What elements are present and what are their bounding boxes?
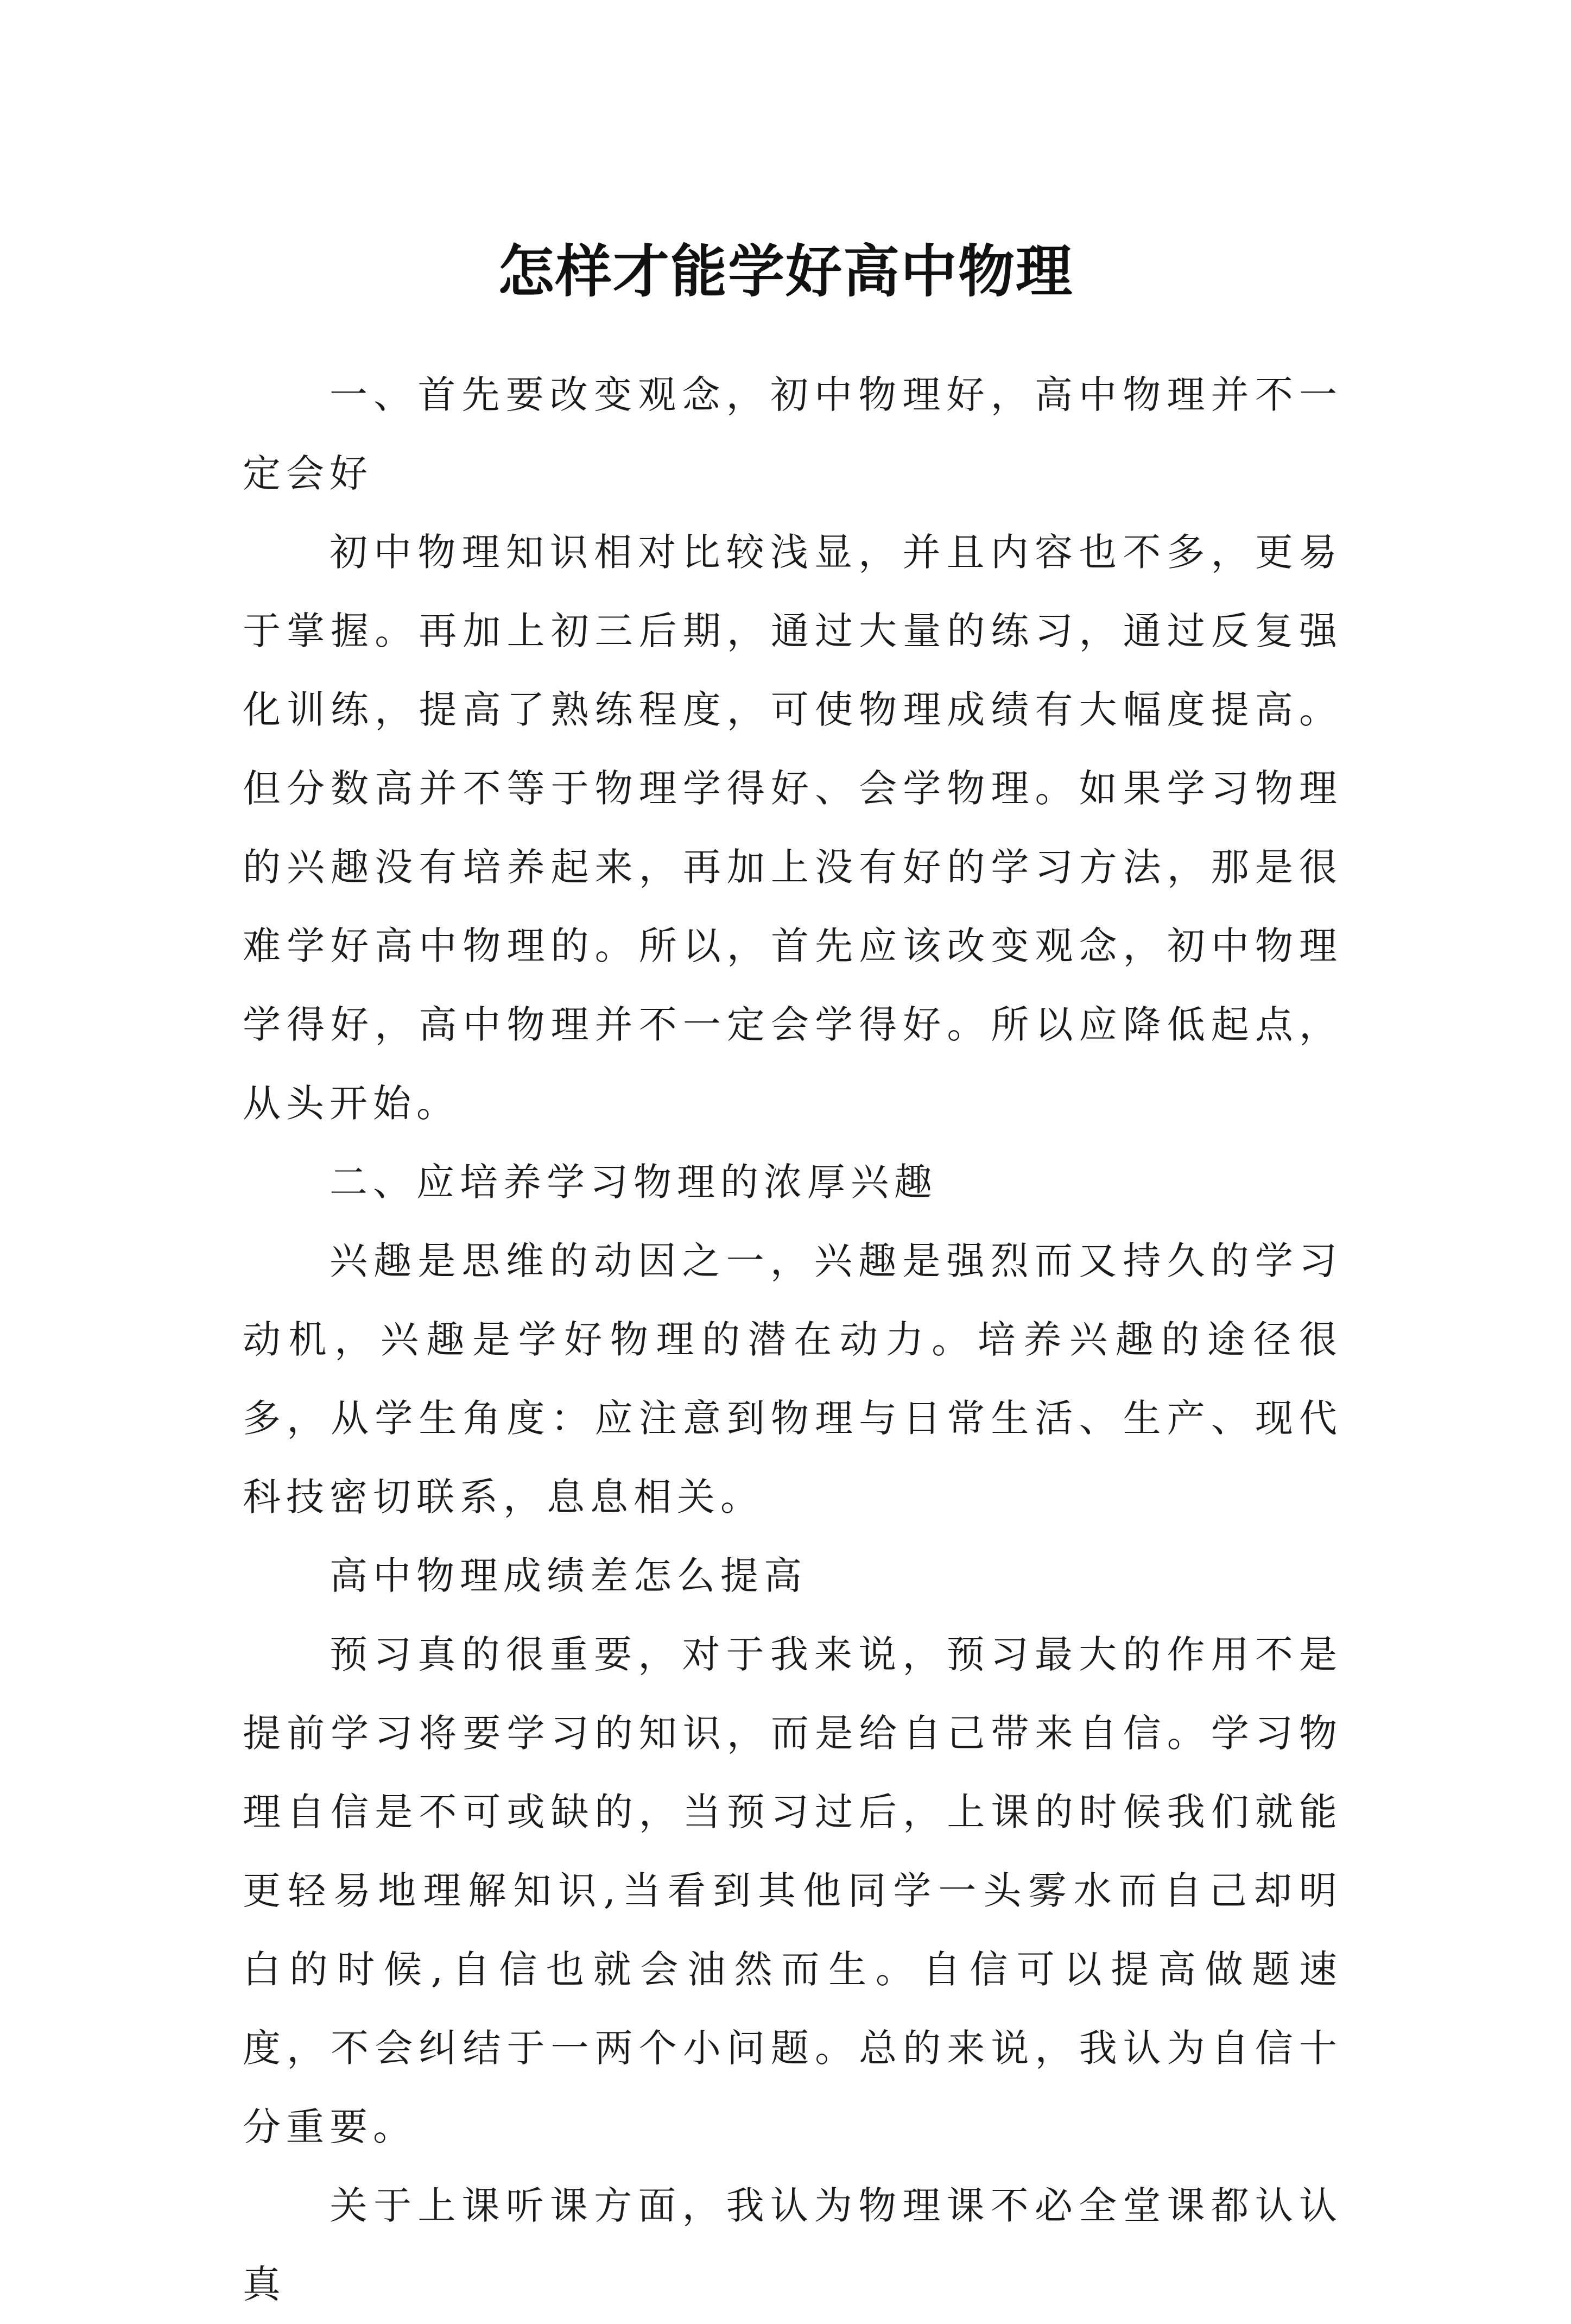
page-title: 怎样才能学好高中物理 bbox=[497, 237, 1073, 305]
paragraph-3: 预习真的很重要，对于我来说，预习最大的作用不是提前学习将要学习的知识，而是给自己带来自信。学习物理自信是不可或缺的，当预习过后，上课的时候我们就能更轻易地理解知识,当看到其他同学一头雾水而自己却明白的时候,自信也就会油然而生。自信可以提高做题速度，不会纠结于一两个小问题。总的来说，我认为自信十分重要。 bbox=[243, 1632, 1342, 2149]
paragraph-4: 关于上课听课方面，我认为物理课不必全堂课都认认真 bbox=[243, 2183, 1342, 2307]
section-heading-2: 二、应培养学习物理的浓厚兴趣 bbox=[330, 1160, 937, 1204]
paragraph-1: 初中物理知识相对比较浅显，并且内容也不多，更易于掌握。再加上初三后期，通过大量的练习，通过反复强化训练，提高了熟练程度，可使物理成绩有大幅度提高。但分数高并不等于物理学得好、会学物理。如果学习物理的兴趣没有培养起来，再加上没有好的学习方法，那是很难学好高中物理的。所以，首先应该改变观念，初中物理学得好，高中物理并不一定会学得好。所以应降低起点，从头开始。 bbox=[243, 530, 1342, 1126]
paragraph-2: 兴趣是思维的动因之一，兴趣是强烈而又持久的学习动机，兴趣是学好物理的潜在动力。培养兴趣的途径很多，从学生角度：应注意到物理与日常生活、生产、现代科技密切联系，息息相关。 bbox=[243, 1239, 1342, 1519]
document-body bbox=[243, 356, 1342, 2324]
section-heading-1: 一、首先要改变观念，初中物理好，高中物理并不一定会好 bbox=[243, 372, 1342, 496]
section-heading-3: 高中物理成绩差怎么提高 bbox=[330, 1553, 807, 1598]
